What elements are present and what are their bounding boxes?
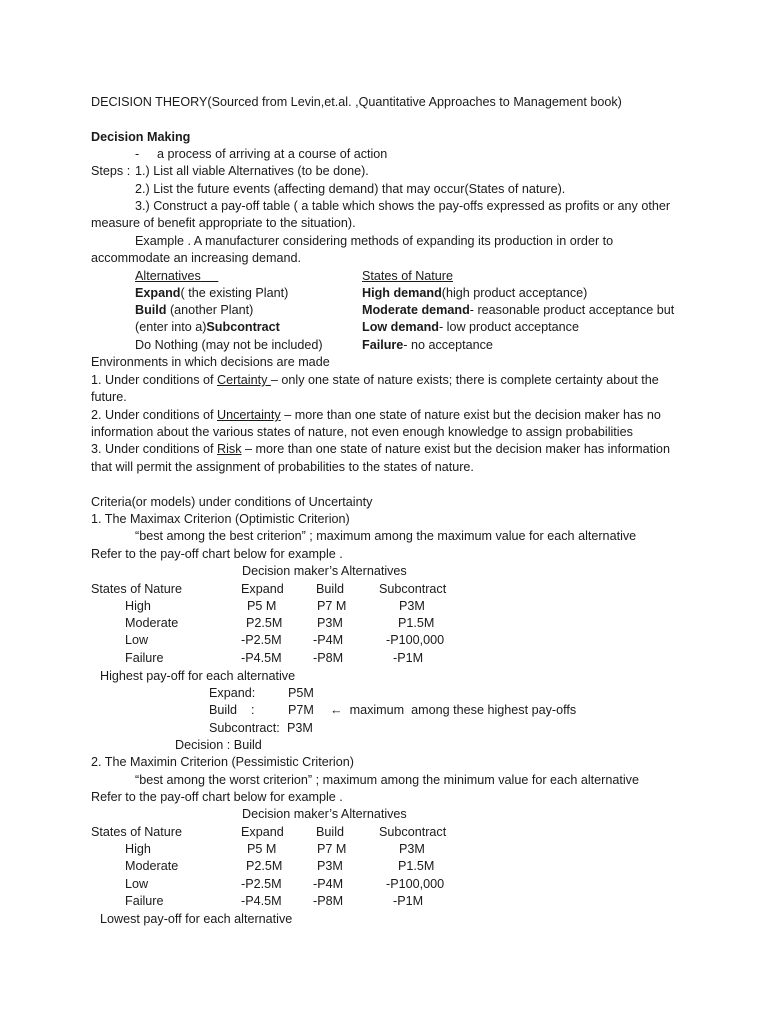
table1-caption: Decision maker’s Alternatives	[242, 564, 407, 578]
table2-caption: Decision maker’s Alternatives	[242, 807, 407, 821]
state-moderate-demand: Moderate demand- reasonable product acceptance but	[362, 303, 675, 317]
table1-state-failure: Failure	[125, 651, 164, 665]
table2-col-subcontract: Subcontract	[379, 825, 447, 839]
maximax-summary-note: ← maximum among these highest pay-offs	[330, 703, 577, 717]
table1-cell: -P2.5M	[241, 633, 282, 647]
table1-cell: -P4.5M	[241, 651, 282, 665]
table2-cell: -P100,000	[386, 877, 445, 891]
step-3-line-2: measure of benefit appropriate to the situation).	[91, 216, 356, 230]
table2-cell: P2.5M	[246, 859, 283, 873]
state-low-demand: Low demand- low product acceptance	[362, 320, 579, 334]
steps-label: Steps :	[91, 164, 131, 178]
table1-state-low: Low	[125, 633, 149, 647]
maximax-summary-value: P7M	[288, 703, 314, 717]
table1-cell: P3M	[317, 616, 343, 630]
alternative-do-nothing: Do Nothing (may not be included)	[135, 338, 323, 352]
example-line-2: accommodate an increasing demand.	[91, 251, 302, 265]
table1-cell: P7 M	[317, 599, 347, 613]
step-3-line-1: 3.) Construct a pay-off table ( a table which shows the pay-offs expressed as profits or any other	[135, 199, 671, 213]
definition-dash: -	[135, 147, 140, 161]
table2-col-build: Build	[316, 825, 345, 839]
table2-cell: P1.5M	[398, 859, 435, 873]
certainty-line-1: 1. Under conditions of Certainty – only one state of nature exists; there is complete certainty about the	[91, 373, 659, 387]
maximin-refer: Refer to the pay-off chart below for example .	[91, 790, 343, 804]
maximax-summary-label: Expand:	[209, 686, 256, 700]
table2-cell: P3M	[399, 842, 425, 856]
alternatives-header: Alternatives	[135, 269, 201, 283]
table2-state-moderate: Moderate	[125, 859, 179, 873]
table1-cell: -P1M	[393, 651, 424, 665]
table2-row-header: States of Nature	[91, 825, 183, 839]
definition-text: a process of arriving at a course of action	[157, 147, 388, 161]
risk-line-2: that will permit the assignment of probabilities to the states of nature.	[91, 460, 474, 474]
table2-col-expand: Expand	[241, 825, 284, 839]
states-header: States of Nature	[362, 269, 454, 283]
maximax-quote: “best among the best criterion” ; maximum among the maximum value for each alternative	[135, 529, 637, 543]
maximax-refer: Refer to the pay-off chart below for example .	[91, 547, 343, 561]
table1-cell: -P4M	[313, 633, 344, 647]
table1-col-subcontract: Subcontract	[379, 582, 447, 596]
table2-cell: -P4.5M	[241, 894, 282, 908]
table1-row-header: States of Nature	[91, 582, 183, 596]
table1-col-build: Build	[316, 582, 345, 596]
maximax-summary-heading: Highest pay-off for each alternative	[100, 669, 296, 683]
table1-cell: P5 M	[247, 599, 277, 613]
step-2: 2.) List the future events (affecting demand) that may occur(States of nature).	[135, 182, 566, 196]
table2-state-high: High	[125, 842, 151, 856]
maximin-quote: “best among the worst criterion” ; maximum among the minimum value for each alternative	[135, 773, 639, 787]
table2-cell: P5 M	[247, 842, 277, 856]
maximin-heading: 2. The Maximin Criterion (Pessimistic Criterion)	[91, 755, 354, 769]
uncertainty-line-1: 2. Under conditions of Uncertainty – more than one state of nature exist but the decision maker has no	[91, 408, 661, 422]
table2-cell: -P4M	[313, 877, 344, 891]
table1-cell: P3M	[399, 599, 425, 613]
decision-making-heading: Decision Making	[91, 130, 191, 144]
state-failure: Failure- no acceptance	[362, 338, 493, 352]
table2-cell: -P1M	[393, 894, 424, 908]
table1-state-high: High	[125, 599, 151, 613]
table1-cell: -P8M	[313, 651, 344, 665]
maximax-summary-label: Subcontract:	[209, 721, 280, 735]
uncertainty-line-2: information about the various states of nature, not even enough knowledge to assign probabilities	[91, 425, 633, 439]
table2-cell: P3M	[317, 859, 343, 873]
document-title: DECISION THEORY(Sourced from Levin,et.al. ,Quantitative Approaches to Management book)	[91, 95, 622, 109]
alternative-build: Build (another Plant)	[135, 303, 254, 317]
maximax-heading: 1. The Maximax Criterion (Optimistic Criterion)	[91, 512, 350, 526]
maximax-summary-label: Build :	[209, 703, 255, 717]
certainty-line-2: future.	[91, 390, 127, 404]
state-high-demand: High demand(high product acceptance)	[362, 286, 588, 300]
environments-heading: Environments in which decisions are made	[91, 355, 330, 369]
table2-state-low: Low	[125, 877, 149, 891]
criteria-heading: Criteria(or models) under conditions of Uncertainty	[91, 495, 373, 509]
alternative-expand: Expand( the existing Plant)	[135, 286, 289, 300]
table1-col-expand: Expand	[241, 582, 284, 596]
risk-line-1: 3. Under conditions of Risk – more than one state of nature exist but the decision maker has information	[91, 442, 670, 456]
maximax-summary-value: P5M	[288, 686, 314, 700]
table2-cell: P7 M	[317, 842, 347, 856]
table1-state-moderate: Moderate	[125, 616, 179, 630]
step-1: 1.) List all viable Alternatives (to be done).	[135, 164, 369, 178]
maximax-decision: Decision : Build	[175, 738, 262, 752]
table2-state-failure: Failure	[125, 894, 164, 908]
table1-cell: P2.5M	[246, 616, 283, 630]
table1-cell: P1.5M	[398, 616, 435, 630]
table2-cell: -P2.5M	[241, 877, 282, 891]
alternative-subcontract: (enter into a)Subcontract	[135, 320, 280, 334]
maximin-summary-heading: Lowest pay-off for each alternative	[100, 912, 293, 926]
example-line-1: Example . A manufacturer considering methods of expanding its production in order to	[135, 234, 614, 248]
table2-cell: -P8M	[313, 894, 344, 908]
table1-cell: -P100,000	[386, 633, 445, 647]
maximax-summary-value: P3M	[287, 721, 313, 735]
